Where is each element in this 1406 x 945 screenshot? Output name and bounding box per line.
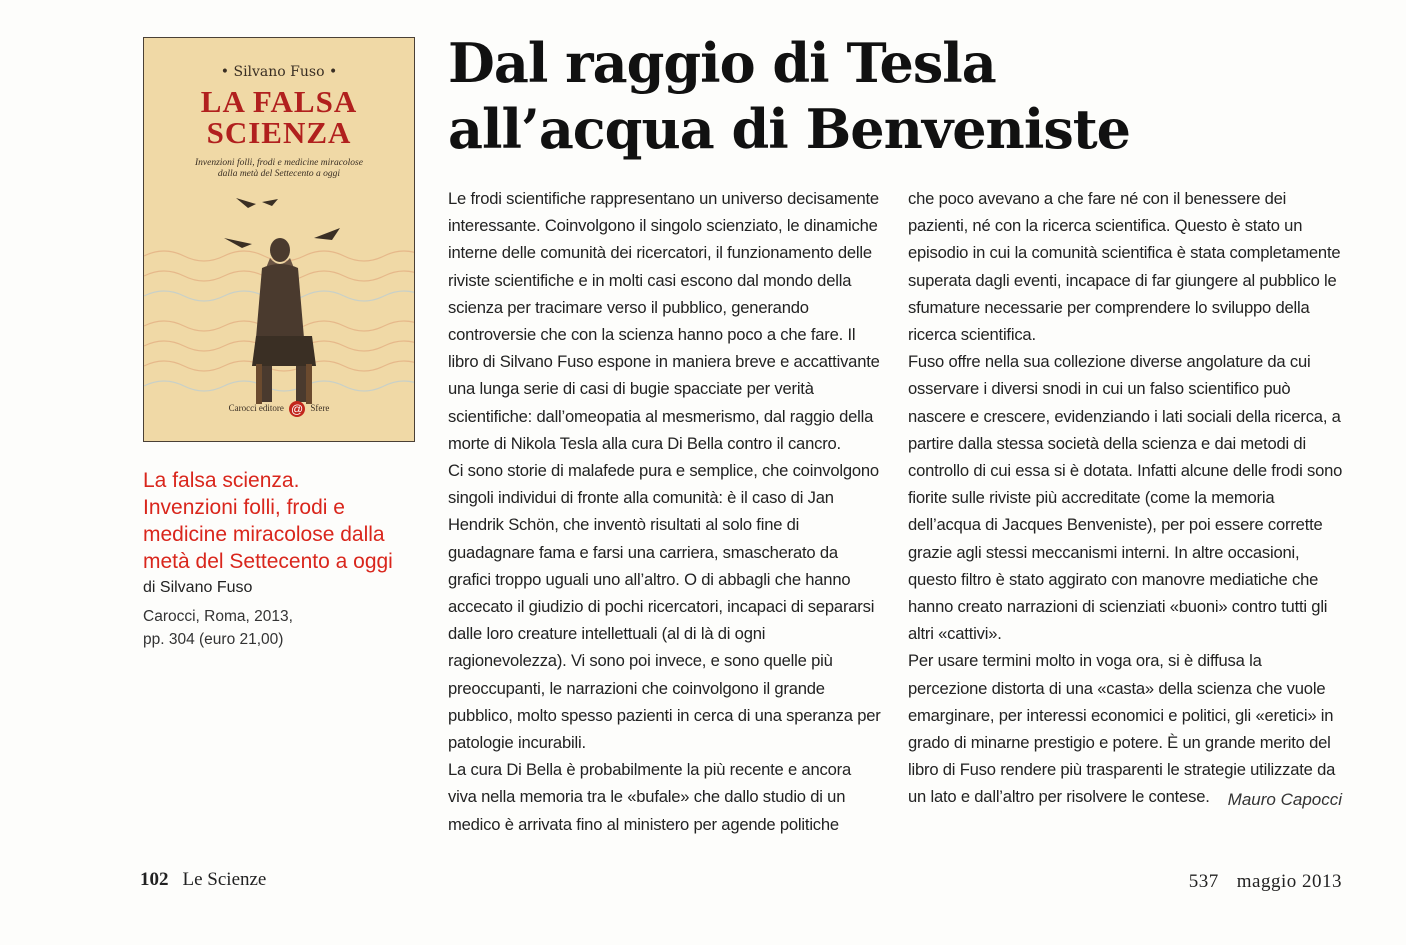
caption-title-line: La falsa scienza. bbox=[143, 469, 300, 492]
cover-title-line1: LA FALSA bbox=[200, 84, 358, 119]
caption-title-line: medicine miracolose dalla bbox=[143, 523, 385, 546]
cover-subtitle-line2: dalla metà del Settecento a oggi bbox=[217, 169, 341, 179]
footer-right bbox=[1090, 871, 1342, 893]
cover-title bbox=[144, 86, 414, 148]
book-caption-title bbox=[143, 467, 423, 575]
paragraph: Ci sono storie di malafede pura e semplice, che coinvolgono singoli individui di fronte alla comunità: è il caso di Jan Hendrik Schön, che inventò risultati al solo fine di guadagnare fama e farsi una carriera, smascherato da grafici troppo uguali uno all’altro. O di abbagli che hanno accecato il giudizio di pochi ricercatori, incapaci di separarsi dalle loro creature intellettuali (al di là di ogni ragionevolezza). Vi sono poi invece, e sono quelle più preoccupanti, le narrazioni che coinvolgono il grande pubblico, molto spesso pazienti in cerca di una speranza per patologie incurabili. bbox=[448, 461, 881, 753]
book-cover bbox=[143, 37, 415, 442]
cover-publisher-name: Carocci editore bbox=[228, 403, 284, 414]
cover-subtitle-line1: Invenzioni folli, frodi e medicine miracolose bbox=[195, 158, 363, 168]
article-column-2 bbox=[908, 185, 1343, 811]
paragraph: Per usare termini molto in voga ora, si è diffusa la percezione distorta di una «casta» della scienza che vuole emarginare, per interessi economici e politici, gli «eretici» in grado di minarne prestigio e potere. È un grande merito del libro di Fuso rendere più trasparenti le strategie utilizzate da un lato e dall’altro per risolvere le contese. bbox=[908, 651, 1336, 807]
magazine-name: Le Scienze bbox=[182, 869, 267, 890]
publisher-logo-icon: @ bbox=[291, 402, 304, 416]
paragraph: Le frodi scientifiche rappresentano un universo decisamente interessante. Coinvolgono il singolo scienziato, le dinamiche interne delle comunità dei ricercatori, il funzionamento delle riviste scientifiche e in molti casi escono dal mondo della scienza per tracimare verso il pubblico, generando controversie che con la scienza hanno poco a che fare. Il libro di Silvano Fuso espone in maniera breve e accattivante una lunga serie di casi di bugie spacciate per verità scientifiche: dall’omeopatia al mesmerismo, dal raggio della morte di Nikola Tesla alla cura Di Bella contro il cancro. bbox=[448, 189, 880, 453]
book-caption-author: di Silvano Fuso bbox=[143, 579, 253, 596]
headline-line1: Dal raggio di Tesla bbox=[448, 31, 996, 95]
issue-number: 537 bbox=[1188, 871, 1219, 892]
article-signature: Mauro Capocci bbox=[1227, 790, 1342, 809]
caption-pub-line: Carocci, Roma, 2013, bbox=[143, 608, 293, 625]
cover-illustration-icon bbox=[144, 186, 415, 416]
paragraph: Fuso offre nella sua collezione diverse angolature da cui osservare i diversi snodi in cui un falso scientifico può nascere e crescere, evidenziando i lati sociali della ricerca, a partire dalla stessa società della scienza e dai metodi di controllo di cui essa si è dotata. Infatti alcune delle frodi sono fiorite sulle riviste più accreditate (come la memoria dell’acqua di Jacques Benveniste), per poi essere corrette grazie agli stessi meccanismi interni. In altre occasioni, questo filtro è stato aggirato con manovre mediatiche che hanno creato narrazioni di scienziati «buoni» contro tutti gli altri «cattivi». bbox=[908, 352, 1343, 644]
caption-title-line: metà del Settecento a oggi bbox=[143, 550, 393, 573]
article-column-1 bbox=[448, 185, 883, 838]
cover-author: • Silvano Fuso • bbox=[220, 64, 338, 80]
article-headline bbox=[448, 30, 1208, 162]
caption-title-line: Invenzioni folli, frodi e bbox=[143, 496, 345, 519]
paragraph: che poco avevano a che fare né con il benessere dei pazienti, né con la ricerca scientifica. Questo è stato un episodio in cui la comunità scientifica è stata completamente superata dagli eventi, incapace di far giungere al pubblico le sfumature necessarie per comprendere lo sviluppo della ricerca scientifica. bbox=[908, 189, 1341, 345]
issue-date: maggio 2013 bbox=[1236, 871, 1342, 892]
caption-pub-line: pp. 304 (euro 21,00) bbox=[143, 631, 284, 648]
page-number: 102 bbox=[140, 869, 169, 890]
paragraph: La cura Di Bella è probabilmente la più recente e ancora viva nella memoria tra le «bufale» che dallo studio di un medico è arrivata fino al ministero per agende politiche bbox=[448, 760, 851, 834]
cover-series-name: Sfere bbox=[310, 403, 330, 414]
headline-line2: all’acqua di Benveniste bbox=[448, 97, 1131, 161]
book-caption-publication bbox=[143, 605, 403, 651]
cover-publisher bbox=[144, 401, 414, 417]
footer-left bbox=[140, 869, 266, 891]
cover-title-line2: SCIENZA bbox=[206, 115, 352, 150]
cover-subtitle bbox=[174, 158, 384, 180]
